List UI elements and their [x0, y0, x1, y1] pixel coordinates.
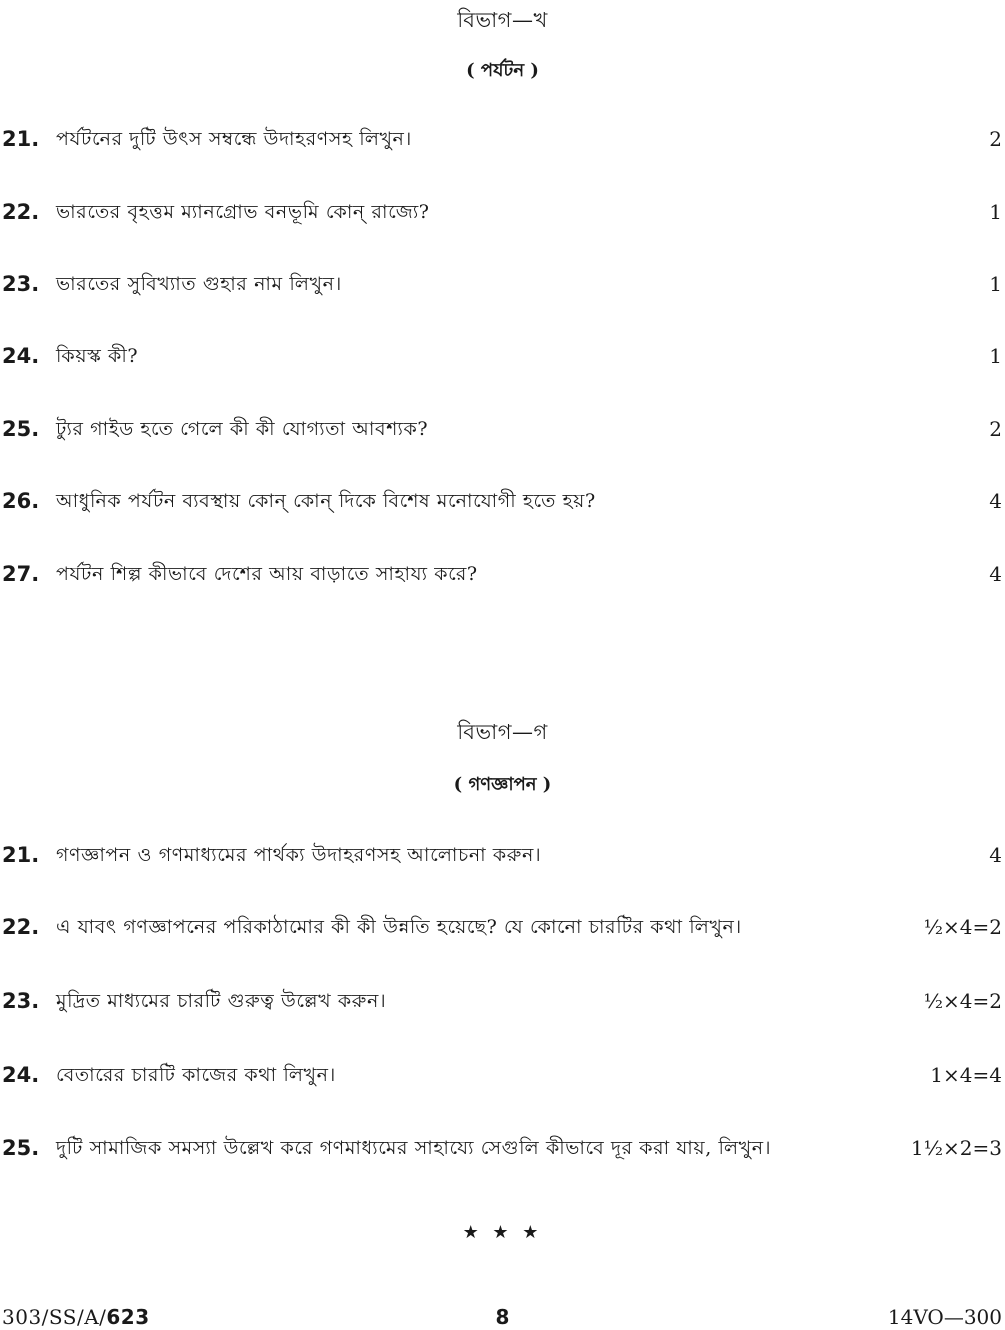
question-number: 24.: [2, 1063, 40, 1087]
question-text: ভারতের সুবিখ্যাত গুহার নাম লিখুন।: [56, 273, 342, 295]
question-marks: 1×4=4: [930, 1063, 1002, 1087]
paper-code-prefix: 303/SS/A/: [2, 1305, 107, 1329]
question-item: [0, 341, 1005, 375]
question-item: [0, 414, 1005, 448]
question-marks: 2: [989, 127, 1002, 151]
page-number: 8: [495, 1305, 510, 1329]
question-number: 21.: [2, 127, 40, 151]
page-footer: [0, 1304, 1005, 1330]
question-text: পর্যটন শিল্প কীভাবে দেশের আয় বাড়াতে সাহায্য করে?: [56, 563, 478, 585]
question-number: 26.: [2, 489, 40, 513]
question-marks: 1: [989, 200, 1002, 224]
question-marks: ½×4=2: [923, 915, 1002, 939]
question-text: কিয়স্ক কী?: [56, 345, 139, 367]
section-c-heading: বিভাগ—গ: [457, 720, 548, 744]
question-item: [0, 1060, 1005, 1094]
question-item: [0, 486, 1005, 520]
question-text: পর্যটনের দুটি উৎস সম্বন্ধে উদাহরণসহ লিখুন।: [56, 128, 412, 150]
question-marks: 1: [989, 344, 1002, 368]
question-item: [0, 197, 1005, 231]
question-number: 25.: [2, 1136, 40, 1160]
paper-code-number: 623: [106, 1305, 150, 1329]
question-text: ট্যুর গাইড হতে গেলে কী কী যোগ্যতা আবশ্যক?: [56, 418, 429, 440]
question-text: দুটি সামাজিক সমস্যা উল্লেখ করে গণমাধ্যমের সাহায্যে সেগুলি কীভাবে দূর করা যায়, লিখুন।: [56, 1137, 772, 1159]
question-number: 21.: [2, 843, 40, 867]
question-marks: 4: [989, 843, 1002, 867]
section-b-subheading: ( পর্যটন ): [466, 60, 539, 81]
question-marks: 4: [989, 562, 1002, 586]
question-number: 23.: [2, 989, 40, 1013]
question-item: [0, 840, 1005, 874]
question-text: গণজ্ঞাপন ও গণমাধ্যমের পার্থক্য উদাহরণসহ আলোচনা করুন।: [56, 844, 542, 866]
question-number: 24.: [2, 344, 40, 368]
question-item: [0, 1133, 1005, 1167]
section-c-subheading: ( গণজ্ঞাপন ): [453, 774, 552, 795]
question-item: [0, 559, 1005, 593]
question-number: 27.: [2, 562, 40, 586]
question-number: 22.: [2, 200, 40, 224]
question-text: বেতারের চারটি কাজের কথা লিখুন।: [56, 1064, 336, 1086]
question-marks: 2: [989, 417, 1002, 441]
question-marks: 4: [989, 489, 1002, 513]
question-text: এ যাবৎ গণজ্ঞাপনের পরিকাঠামোর কী কী উন্নতি হয়েছে? যে কোনো চারটির কথা লিখুন।: [56, 916, 742, 938]
series-code: 14VO—300: [887, 1305, 1002, 1329]
section-b-heading: বিভাগ—খ: [457, 8, 548, 32]
question-number: 23.: [2, 272, 40, 296]
question-item: [0, 269, 1005, 303]
question-number: 22.: [2, 915, 40, 939]
question-item: [0, 986, 1005, 1020]
question-item: [0, 912, 1005, 946]
question-item: [0, 124, 1005, 158]
question-text: ভারতের বৃহত্তম ম্যানগ্রোভ বনভূমি কোন্ রাজ্যে?: [56, 201, 430, 223]
question-text: আধুনিক পর্যটন ব্যবস্থায় কোন্ কোন্ দিকে বিশেষ মনোযোগী হতে হয়?: [56, 490, 596, 512]
question-marks: ½×4=2: [923, 989, 1002, 1013]
question-marks: 1: [989, 272, 1002, 296]
question-number: 25.: [2, 417, 40, 441]
end-marker: ★ ★ ★: [462, 1222, 543, 1243]
question-text: মুদ্রিত মাধ্যমের চারটি গুরুত্ব উল্লেখ করুন।: [56, 990, 387, 1012]
question-marks: 1½×2=3: [910, 1136, 1002, 1160]
